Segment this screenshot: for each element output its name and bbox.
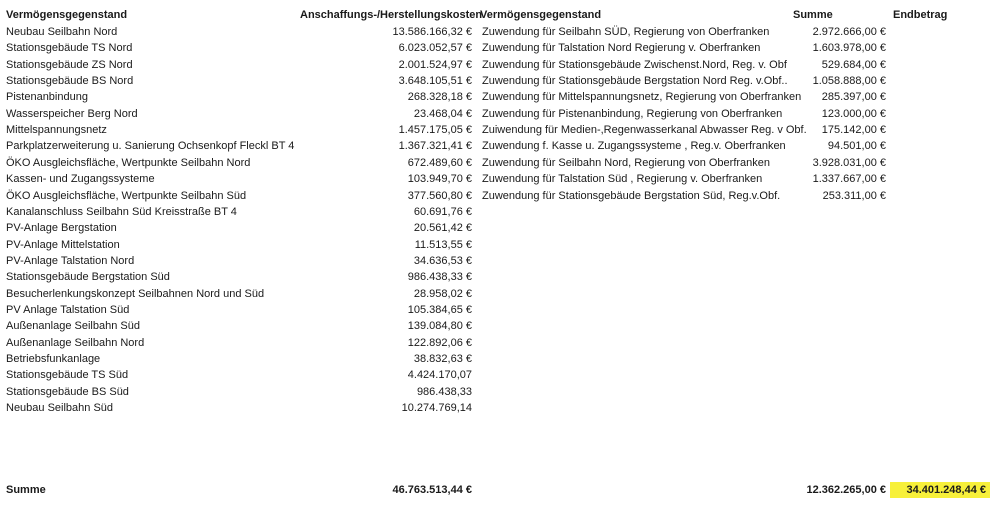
grant-value: 175.142,00 € xyxy=(821,124,886,136)
grant-value: 1.058.888,00 € xyxy=(812,75,886,87)
asset-value: 2.001.524,97 € xyxy=(398,59,472,71)
asset-value: 1.367.321,41 € xyxy=(398,140,472,152)
asset-value: 10.274.769,14 xyxy=(401,402,472,414)
asset-name: Außenanlage Seilbahn Süd xyxy=(6,320,140,332)
asset-name: PV-Anlage Bergstation xyxy=(6,222,117,234)
asset-value: 122.892,06 € xyxy=(407,337,472,349)
asset-name: Stationsgebäude TS Nord xyxy=(6,42,133,54)
grant-value: 3.928.031,00 € xyxy=(812,157,886,169)
grants-total-value: 12.362.265,00 € xyxy=(806,484,886,496)
asset-value: 986.438,33 € xyxy=(407,271,472,283)
asset-value: 139.084,80 € xyxy=(407,320,472,332)
final-amount: 34.401.248,44 € xyxy=(890,482,990,498)
asset-name: PV Anlage Talstation Süd xyxy=(6,304,130,316)
asset-value: 268.328,18 € xyxy=(407,91,472,103)
asset-value: 38.832,63 € xyxy=(413,353,472,365)
grant-name: Zuwendung für Talstation Nord Regierung v. Oberfranken xyxy=(482,42,761,54)
asset-name: Stationsgebäude BS Nord xyxy=(6,75,134,87)
assets-total-label: Summe xyxy=(6,484,46,496)
asset-value: 4.424.170,07 xyxy=(407,369,472,381)
asset-value: 11.513,55 € xyxy=(414,239,472,251)
grant-name: Zuwendung für Stationsgebäude Zwischenst.Nord, Reg. v. Obf xyxy=(482,59,787,71)
asset-value: 1.457.175,05 € xyxy=(398,124,472,136)
grant-value: 285.397,00 € xyxy=(821,91,886,103)
grant-value: 1.603.978,00 € xyxy=(812,42,886,54)
grant-name: Zuwendung für Mittelspannungsnetz, Regierung von Oberfranken xyxy=(482,91,802,103)
asset-value: 28.958,02 € xyxy=(413,288,472,300)
assets-total-value: 46.763.513,44 € xyxy=(392,484,472,496)
grant-name: Zuwendung für Seilbahn SÜD, Regierung von Oberfranken xyxy=(482,26,770,38)
asset-name: Neubau Seilbahn Nord xyxy=(6,26,118,38)
asset-name: Außenanlage Seilbahn Nord xyxy=(6,337,145,349)
asset-name: Stationsgebäude TS Süd xyxy=(6,369,129,381)
asset-value: 3.648.105,51 € xyxy=(398,75,472,87)
asset-value: 377.560,80 € xyxy=(407,190,472,202)
header-final: Endbetrag xyxy=(893,9,948,21)
header-left-value: Anschaffungs-/Herstellungskosten xyxy=(300,9,483,21)
grant-name: Zuwendung für Talstation Süd , Regierung v. Oberfranken xyxy=(482,173,763,185)
grant-name: Zuiwendung für Medien-,Regenwasserkanal Abwasser Reg. v Obf. xyxy=(482,124,807,136)
header-right-name: Vermögensgegenstand xyxy=(480,9,602,21)
grant-value: 253.311,00 € xyxy=(822,190,886,202)
asset-value: 13.586.166,32 € xyxy=(392,26,472,38)
asset-name: Betriebsfunkanlage xyxy=(6,353,101,365)
grant-value: 123.000,00 € xyxy=(821,108,886,120)
asset-name: PV-Anlage Talstation Nord xyxy=(6,255,135,267)
grant-name: Zuwendung für Stationsgebäude Bergstation Süd, Reg.v.Obf. xyxy=(482,190,781,202)
grant-name: Zuwendung für Seilbahn Nord, Regierung von Oberfranken xyxy=(482,157,771,169)
grant-value: 2.972.666,00 € xyxy=(812,26,886,38)
asset-value: 105.384,65 € xyxy=(407,304,472,316)
asset-name: Kassen- und Zugangssysteme xyxy=(6,173,155,185)
header-left-name: Vermögensgegenstand xyxy=(6,9,128,21)
asset-value: 6.023.052,57 € xyxy=(398,42,472,54)
asset-name: Stationsgebäude BS Süd xyxy=(6,386,129,398)
asset-name: ÖKO Ausgleichsfläche, Wertpunkte Seilbahn Süd xyxy=(6,190,247,202)
asset-name: PV-Anlage Mittelstation xyxy=(6,239,120,251)
asset-value: 103.949,70 € xyxy=(407,173,472,185)
asset-name: Neubau Seilbahn Süd xyxy=(6,402,114,414)
asset-value: 23.468,04 € xyxy=(413,108,472,120)
asset-value: 34.636,53 € xyxy=(413,255,472,267)
asset-name: Mittelspannungsnetz xyxy=(6,124,107,136)
asset-value: 60.691,76 € xyxy=(413,206,472,218)
grant-value: 1.337.667,00 € xyxy=(812,173,886,185)
asset-name: Pistenanbindung xyxy=(6,91,88,103)
asset-name: Besucherlenkungskonzept Seilbahnen Nord und Süd xyxy=(6,288,265,300)
asset-name: Parkplatzerweiterung u. Sanierung Ochsenkopf Fleckl BT 4 xyxy=(6,140,295,152)
asset-value: 672.489,60 € xyxy=(407,157,472,169)
asset-name: Stationsgebäude ZS Nord xyxy=(6,59,133,71)
asset-name: ÖKO Ausgleichsfläche, Wertpunkte Seilbahn Nord xyxy=(6,157,251,169)
header-right-value: Summe xyxy=(793,9,833,21)
grant-value: 94.501,00 € xyxy=(827,140,886,152)
grant-name: Zuwendung für Stationsgebäude Bergstation Nord Reg. v.Obf.. xyxy=(482,75,788,87)
asset-name: Stationsgebäude Bergstation Süd xyxy=(6,271,170,283)
grant-value: 529.684,00 € xyxy=(821,59,886,71)
asset-name: Wasserspeicher Berg Nord xyxy=(6,108,138,120)
grant-name: Zuwendung für Pistenanbindung, Regierung von Oberfranken xyxy=(482,108,783,120)
asset-value: 20.561,42 € xyxy=(413,222,472,234)
asset-name: Kanalanschluss Seilbahn Süd Kreisstraße BT 4 xyxy=(6,206,237,218)
grant-name: Zuwendung f. Kasse u. Zugangssysteme , Reg.v. Oberfranken xyxy=(482,140,786,152)
asset-value: 986.438,33 xyxy=(416,386,472,398)
